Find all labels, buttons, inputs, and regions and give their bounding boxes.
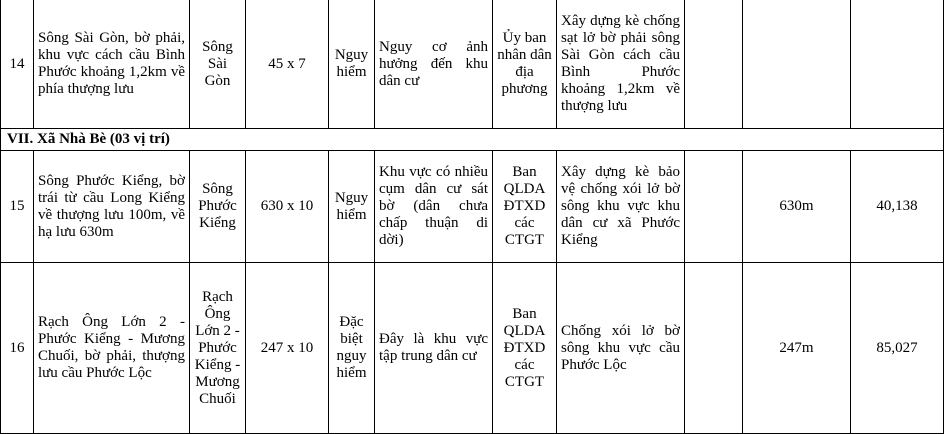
cell-impact: Đây là khu vực tập trung dân cư: [375, 263, 493, 434]
cell-agency: Ban QLDA ĐTXD các CTGT: [493, 151, 557, 263]
cell-stt: 15: [1, 151, 34, 263]
cell-cost: 40,138: [851, 151, 944, 263]
cell-length: 630m: [743, 151, 851, 263]
cell-size: 630 x 10: [246, 151, 329, 263]
cell-solution: Xây dựng kè chống sạt lở bờ phải sông Sài Gòn cách cầu Bình Phước khoảng 1,2km về thượng lưu: [557, 0, 685, 129]
cell-agency: Ủy ban nhân dân địa phương: [493, 0, 557, 129]
cell-cost: 85,027: [851, 263, 944, 434]
cell-location: Rạch Ông Lớn 2 - Phước Kiểng - Mương Chuối, bờ phải, thượng lưu cầu Phước Lộc: [34, 263, 190, 434]
cell-river: Sông Phước Kiểng: [190, 151, 246, 263]
cell-stt: 14: [1, 0, 34, 129]
section-title: VII. Xã Nhà Bè (03 vị trí): [1, 129, 944, 151]
table-row: [1, 0, 944, 129]
table-row: [1, 151, 944, 263]
cell-empty: [685, 263, 743, 434]
cell-impact: Khu vực có nhiều cụm dân cư sát bờ (dân chưa chấp thuận di dời): [375, 151, 493, 263]
cell-empty: [685, 151, 743, 263]
cell-length: 247m: [743, 263, 851, 434]
cell-location: Sông Sài Gòn, bờ phải, khu vực cách cầu Bình Phước khoảng 1,2km về phía thượng lưu: [34, 0, 190, 129]
cell-length: [743, 0, 851, 129]
cell-level: Nguy hiểm: [329, 0, 375, 129]
cell-size: 45 x 7: [246, 0, 329, 129]
cell-level: Đặc biệt nguy hiểm: [329, 263, 375, 434]
cell-empty: [685, 0, 743, 129]
cell-river: Sông Sài Gòn: [190, 0, 246, 129]
cell-solution: Xây dựng kè bảo vệ chống xói lở bờ sông khu vực khu dân cư xã Phước Kiểng: [557, 151, 685, 263]
cell-stt: 16: [1, 263, 34, 434]
cell-impact: Nguy cơ ảnh hưởng đến khu dân cư: [375, 0, 493, 129]
section-header-row: [1, 129, 944, 151]
table-row: [1, 263, 944, 434]
cell-agency: Ban QLDA ĐTXD các CTGT: [493, 263, 557, 434]
cell-size: 247 x 10: [246, 263, 329, 434]
cell-cost: [851, 0, 944, 129]
cell-solution: Chống xói lở bờ sông khu vực cầu Phước Lộc: [557, 263, 685, 434]
cell-river: Rạch Ông Lớn 2 - Phước Kiểng - Mương Chuối: [190, 263, 246, 434]
cell-level: Nguy hiểm: [329, 151, 375, 263]
cell-location: Sông Phước Kiểng, bờ trái từ cầu Long Kiểng về thượng lưu 100m, về hạ lưu 630m: [34, 151, 190, 263]
